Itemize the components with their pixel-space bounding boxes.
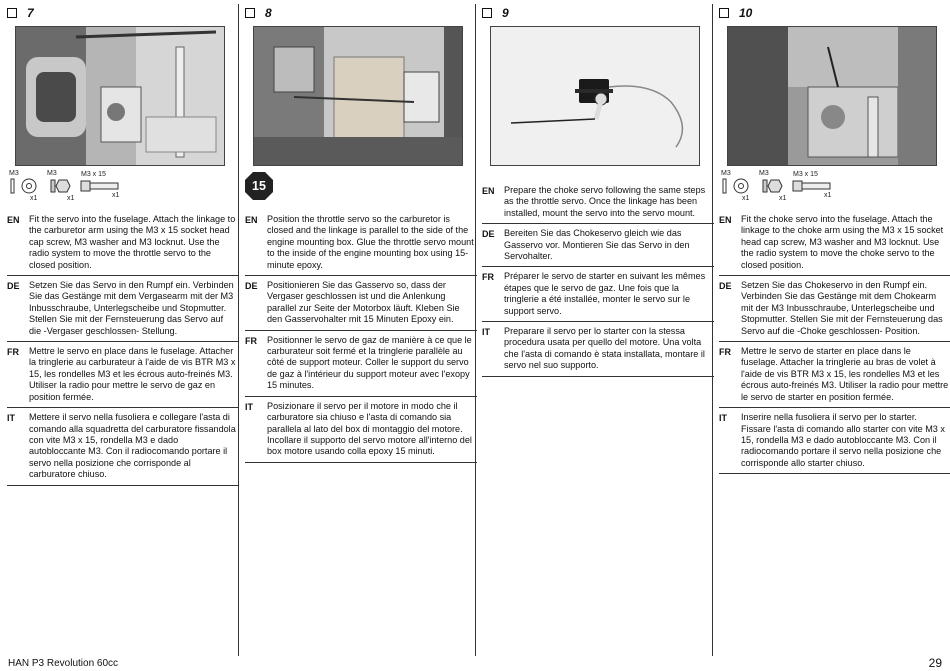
page-number: 29	[928, 656, 942, 670]
washer-qty: x1	[742, 195, 750, 202]
step-10-it: IT Inserire nella fusoliera il servo per lo starter. Fissare l'asta di comando allo starter con vite M3 x 15, rondella M3 e dado autobloccante M3. Con il radiocomando portare il servo nella posizione che corrisponde allo starter chiuso.	[719, 408, 950, 474]
step-8-epoxy-badge: 15	[245, 172, 273, 200]
nut-qty: x1	[779, 195, 787, 202]
step-10-fr: FR Mettre le servo de starter en place dans le fuselage. Attacher la tringlerie au bras de volet à l'aide de vis BTR M3 x 15, les rondelles M3 et les écrous auto-freinés M3. Utiliser la radio pour mettre le servo de starter en position fermée.	[719, 342, 950, 408]
step-7-fr: FR Mettre le servo en place dans le fuselage. Attacher la tringlerie au carburateur à l'aide de vis BTR M3 x 15, les rondelles M3 et les écrous auto-freinés M3. Utiliser la radio pour mettre le servo de gaz en position fermée.	[7, 342, 239, 408]
step-9-instructions	[482, 181, 714, 377]
step-9-checkbox[interactable]	[482, 8, 492, 18]
step-9-number: 9	[502, 6, 509, 20]
nut-label: M3	[47, 170, 57, 177]
step-8-photo	[253, 26, 463, 166]
step-8-fr: FR Positionner le servo de gaz de manière à ce que le carburateur soit fermé et la tringlerie parallèle au côté de support moteur. Coller le support du servo de gaz à l'intérieur du support moteur avec l'exopy 15 minutes.	[245, 331, 477, 397]
washer-label: M3	[9, 170, 19, 177]
step-10-header	[719, 5, 752, 21]
screw-qty: x1	[824, 192, 832, 199]
step-8-number: 8	[265, 6, 272, 20]
step-10-instructions	[719, 210, 950, 474]
step-7-column	[7, 0, 239, 650]
step-9-it: IT Preparare il servo per lo starter con la stessa procedura usata per quello del motore. Una volta che l'asta di comando è stata installata, montare il servo nel suo supporto.	[482, 322, 714, 377]
step-7-photo	[15, 26, 225, 166]
step-8-en: EN Position the throttle servo so the carburetor is closed and the linkage is parallel to the side of the engine mounting box. Glue the throttle servo mount to the inside of the engine mounting box using 15-minute epoxy.	[245, 210, 477, 276]
step-9-header	[482, 5, 509, 21]
step-9-photo	[490, 26, 700, 166]
screw-label: M3 x 15	[793, 171, 818, 178]
step-7-instructions	[7, 210, 239, 486]
step-9-fr: FR Préparer le servo de starter en suivant les mêmes étapes que le servo de gaz. Une fois que la tringlerie a été installée, monter le servo sur le support servo.	[482, 267, 714, 322]
step-10-hardware	[719, 170, 859, 204]
step-8-column	[245, 0, 477, 650]
step-8-it: IT Posizionare il servo per il motore in modo che il carburatore sia chiuso e l'asta di comando sia parallela al lato del box di montaggio del motore. Incollare il supporto del servo motore all'interno del box motore usando colla epoxy 15 minuti.	[245, 397, 477, 463]
step-10-checkbox[interactable]	[719, 8, 729, 18]
step-10-en: EN Fit the choke servo into the fuselage. Attach the linkage to the choke arm using the M3 x 15 socket head cap screw, M3 washer and M3 locknut. Use the radio system to move the choke servo to the closed position.	[719, 210, 950, 276]
step-8-checkbox[interactable]	[245, 8, 255, 18]
nut-qty: x1	[67, 195, 75, 202]
hardware-icons	[719, 170, 859, 204]
screw-label: M3 x 15	[81, 171, 106, 178]
washer-qty: x1	[30, 195, 38, 202]
step-7-checkbox[interactable]	[7, 8, 17, 18]
step-10-de: DE Setzen Sie das Chokeservo in den Rumpf ein. Verbinden Sie das Gestänge mit dem Chokearm mit der M3 Inbusschraube, Unterlegscheibe und Stopmutter. Stellen Sie mit der Fernsteuerung das Servo auf die -Choke geschlossen- Position.	[719, 276, 950, 342]
hardware-icons	[7, 170, 147, 204]
screw-qty: x1	[112, 192, 120, 199]
step-7-hardware	[7, 170, 147, 204]
step-9-en: EN Prepare the choke servo following the same steps as the throttle servo. Once the linkage has been installed, mount the servo into the servo mount.	[482, 181, 714, 224]
step-7-header	[7, 5, 34, 21]
nut-label: M3	[759, 170, 769, 177]
step-7-number: 7	[27, 6, 34, 20]
step-10-column	[719, 0, 950, 650]
step-8-de: DE Positionieren Sie das Gasservo so, dass der Vergaser geschlossen ist und die Anlenkung parallel zur Seite der Motorbox läuft. Kleben Sie den Gasservohalter mit 15 Minuten Epoxy ein.	[245, 276, 477, 331]
step-7-en: EN Fit the servo into the fuselage. Attach the linkage to the carburetor arm using the M3 x 15 socket head cap screw, M3 washer and M3 locknut. Use the radio system to move the throttle servo to the closed position.	[7, 210, 239, 276]
step-7-de: DE Setzen Sie das Servo in den Rumpf ein. Verbinden Sie das Gestänge mit dem Vergasearm mit der M3 Inbusschraube, Unterlegscheibe und Stopmutter. Stellen Sie mit der Fernsteuerung das Servo auf die -Vergaser geschlossen- Stellung.	[7, 276, 239, 342]
step-9-de: DE Bereiten Sie das Chokeservo gleich wie das Gasservo vor. Montieren Sie das Servo in den Servohalter.	[482, 224, 714, 267]
step-10-number: 10	[739, 6, 753, 20]
footer-title: HAN P3 Revolution 60cc	[8, 658, 119, 669]
step-9-column	[482, 0, 714, 650]
step-8-header	[245, 5, 272, 21]
step-7-it: IT Mettere il servo nella fusoliera e collegare l'asta di comando alla squadretta del carburatore fissandola con vite M3 x 15, rondella M3 e dado autobloccante M3. Con il radiocomando portare il servo nella posizione che corrisponde al carburatore chiuso.	[7, 408, 239, 485]
washer-label: M3	[721, 170, 731, 177]
step-10-photo	[727, 26, 937, 166]
step-8-instructions	[245, 210, 477, 463]
